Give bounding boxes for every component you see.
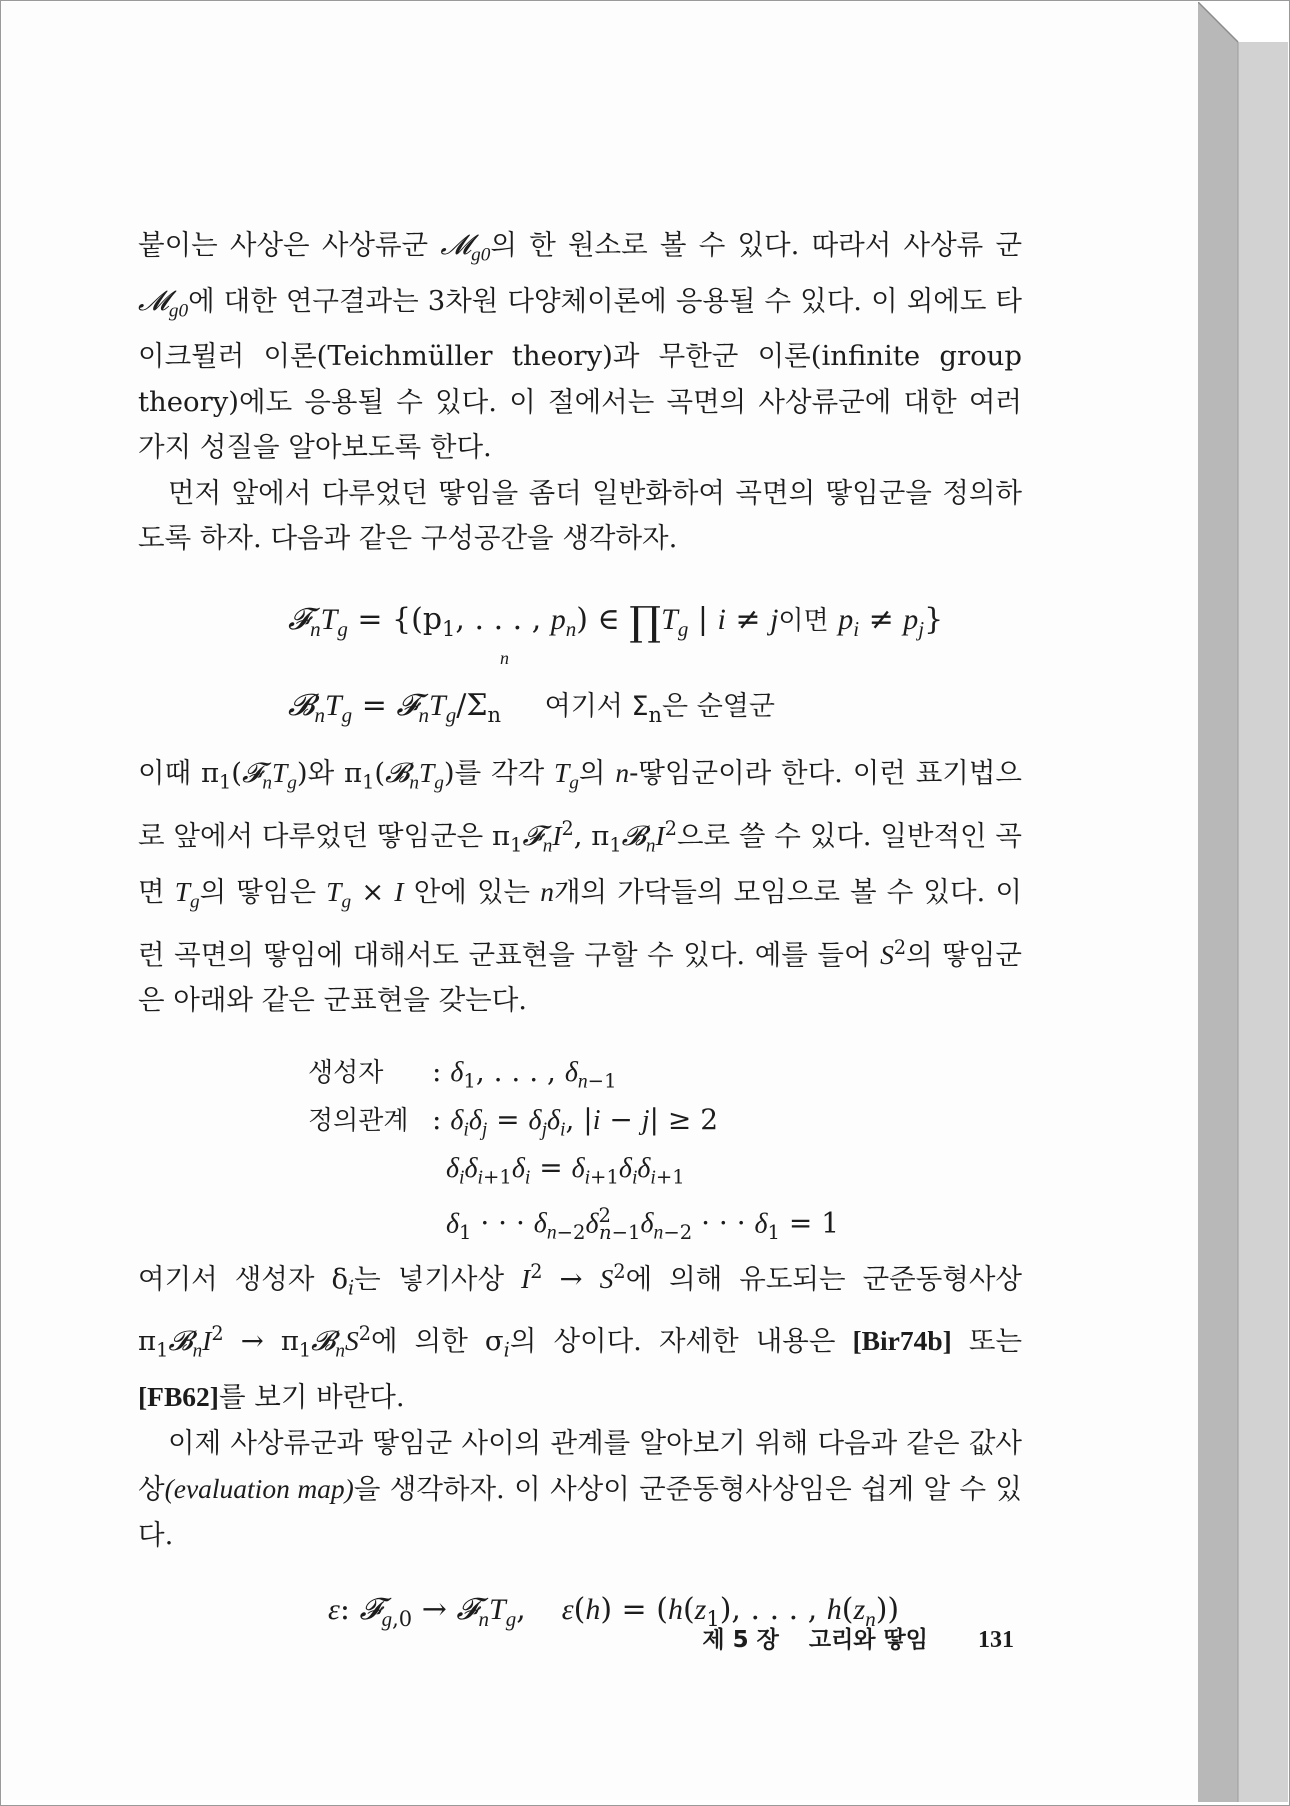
citation-link[interactable]: [FB62]	[138, 1381, 219, 1413]
text-run: 여기서 생성자 δ	[138, 1262, 348, 1295]
text-run: -땋임군이라 한다. 이런 표기법으로 앞에서 다루었던 땋임군은 π	[138, 756, 1022, 852]
product-index: n	[500, 647, 509, 668]
generators-label: 생성자	[308, 1057, 384, 1088]
text-run: 붙이는 사상은 사상류군	[138, 229, 441, 261]
eq2-label: 여기서 Σ	[544, 690, 649, 722]
relations-label: 정의관계	[308, 1105, 409, 1136]
eq-condition: 이면	[778, 605, 829, 636]
math-symbol	[440, 229, 491, 266]
text-run: 의 한 원소로 볼 수 있다. 따라서 사상류 군	[490, 229, 1023, 261]
relations-line-3: $\delta_1$ · · · $\delta_{n-2}\delta^2_{n-1}\delta_{n-2}$ · · · $\delta_1 = 1$	[446, 1203, 840, 1244]
product-symbol: ∏	[629, 598, 662, 645]
citation-link[interactable]: [Bir74b]	[852, 1325, 952, 1357]
paragraph-2: 먼저 앞에서 다루었던 땋임을 좀더 일반화하여 곡면의 땋임군을 정의하도록 하자. 다음과 같은 구성공간을 생각하자.	[138, 476, 1022, 554]
eq-symbol: 𝓕	[288, 602, 311, 636]
eq2-label: 은 순열군	[662, 690, 775, 722]
text-run: 를 보기 바란다.	[218, 1381, 405, 1414]
text-run: 는 넣기사상	[354, 1262, 522, 1295]
text-run: 이제 사상류군과 땋임군 사이의 관계를 알아보기 위해 다음과 같은 값사상	[138, 1426, 1022, 1506]
text-run: 의 상이다. 자세한 내용은	[509, 1325, 853, 1358]
equation-braid-space: $𝓑_nT_g$ = $𝓕_nT_g/\Sigma_n$ 여기서 $\Sigma_n$은 순열군	[288, 687, 775, 727]
text-run: 이때 π	[138, 756, 220, 789]
text-run: 을 생각하자. 이 사상이 군준동형사상임은 쉽게 알 수 있다.	[138, 1473, 1022, 1551]
subscript: g0	[168, 300, 189, 322]
text-run: 와 π	[307, 756, 363, 789]
text-run: 에 대한 연구결과는 3차원 다양체이론에 응용될 수 있다. 이 외에도 타이크뮐러 이론(Teichmüller theory)과 무한군 이론(infinite group theory)에도 응용될 수 있다. 이 절에서는 곡면의 사상류군에 대한 여러 가지 성질을 알아보도록 한다.	[138, 285, 1022, 463]
paragraph-5	[138, 1421, 1022, 1559]
mapping-class-symbol: 𝓜	[138, 285, 169, 316]
evaluation-map-formula: ε: 𝓕$_{g,0}$ → $𝓕_nT_g$, $\varepsilon(h) = (h(z_1)$, . . . , $h(z_n)$)	[328, 1592, 900, 1632]
text-run: 안에 있는	[403, 875, 541, 908]
page-body	[138, 222, 1022, 1648]
chapter-label: 제 5 장	[702, 1627, 779, 1653]
chapter-title: 고리와 땋임	[808, 1627, 928, 1653]
mapping-class-symbol: 𝓜	[440, 229, 472, 260]
paragraph-1	[138, 222, 1022, 471]
text-run: 또는	[951, 1325, 1023, 1358]
group-presentation	[138, 1024, 1022, 1249]
term-evaluation-map: (evaluation map)	[164, 1473, 354, 1505]
text-run: 를 각각	[454, 756, 554, 789]
relations-line-1: 정의관계 : $\delta_i\delta_j = \delta_j\delta_i$, |i − j| ≥ 2	[308, 1098, 718, 1153]
text-run: 의 땋임은	[199, 875, 327, 908]
eq-text: = {(p	[357, 601, 443, 637]
equation-configuration-space: $𝓕_nT_g = \{(p_1$, . . . , $p_n$) ∈ $\prod T_g$ | i ≠ j이면 $p_i \ne p_j$}	[288, 598, 944, 645]
display-equations	[138, 562, 1022, 750]
page-footer	[702, 1621, 1014, 1654]
text-run: 에 의해 유도되는 군준동형사상 π	[138, 1262, 1022, 1358]
book-spine	[1198, 2, 1288, 1802]
text-run: 의	[578, 756, 616, 789]
text-run: 으로 쓸 수 있다. 일반적인 곡면	[138, 819, 1022, 908]
page-number: 131	[978, 1627, 1014, 1653]
relations-line-2: $\delta_i\delta_{i+1}\delta_i = \delta_{i+1}\delta_i\delta_{i+1}$	[446, 1150, 685, 1189]
text-run: 에 의한 σ	[371, 1325, 504, 1358]
text-run: 개의 가닥들의 모임으로 볼 수 있다. 이런 곡면의 땋임에 대해서도 군표현을 구할 수 있다. 예를 들어	[138, 875, 1022, 971]
math-symbol	[138, 285, 189, 322]
paragraph-4: 여기서 생성자 $\delta_i$는 넣기사상 $I^2 \to S^2$에 의해 유도되는 군준동형사상 $\pi_1𝓑_nI^2$ → $\pi_1𝓑_nS^2$에 의한 $\sigma_i$의 상이다. 자세한 내용은 [Bir74b] 또는 [FB62]를 보기 바란다.	[138, 1259, 1023, 1414]
paragraph-3: 이때 $\pi_1(𝓕_nT_g)$와 $\pi_1(𝓑_nT_g)$를 각각 $T_g$의 n-땋임군이라 한다. 이런 표기법으로 앞에서 다루었던 땋임군은 $\pi_1𝓕_nI^2$, $\pi_1𝓑_nI^2$으로 쓸 수 있다. 일반적인 곡면 $T_g$의 땋임은 $T_g \times I$ 안에 있는 n개의 가닥들의 모임으로 볼 수 있다. 이런 곡면의 땋임에 대해서도 군표현을 구할 수 있다. 예를 들어 $S^2$의 땋임군은 아래와 같은 군표현을 갖는다.	[138, 756, 1022, 1017]
text-run: 의 땋임군은 아래와 같은 군표현을 갖는다.	[138, 938, 1022, 1017]
subscript: g0	[471, 244, 491, 266]
generators-line: 생성자 : $\delta_1$, . . . , $\delta_{n-1}$	[308, 1050, 617, 1105]
